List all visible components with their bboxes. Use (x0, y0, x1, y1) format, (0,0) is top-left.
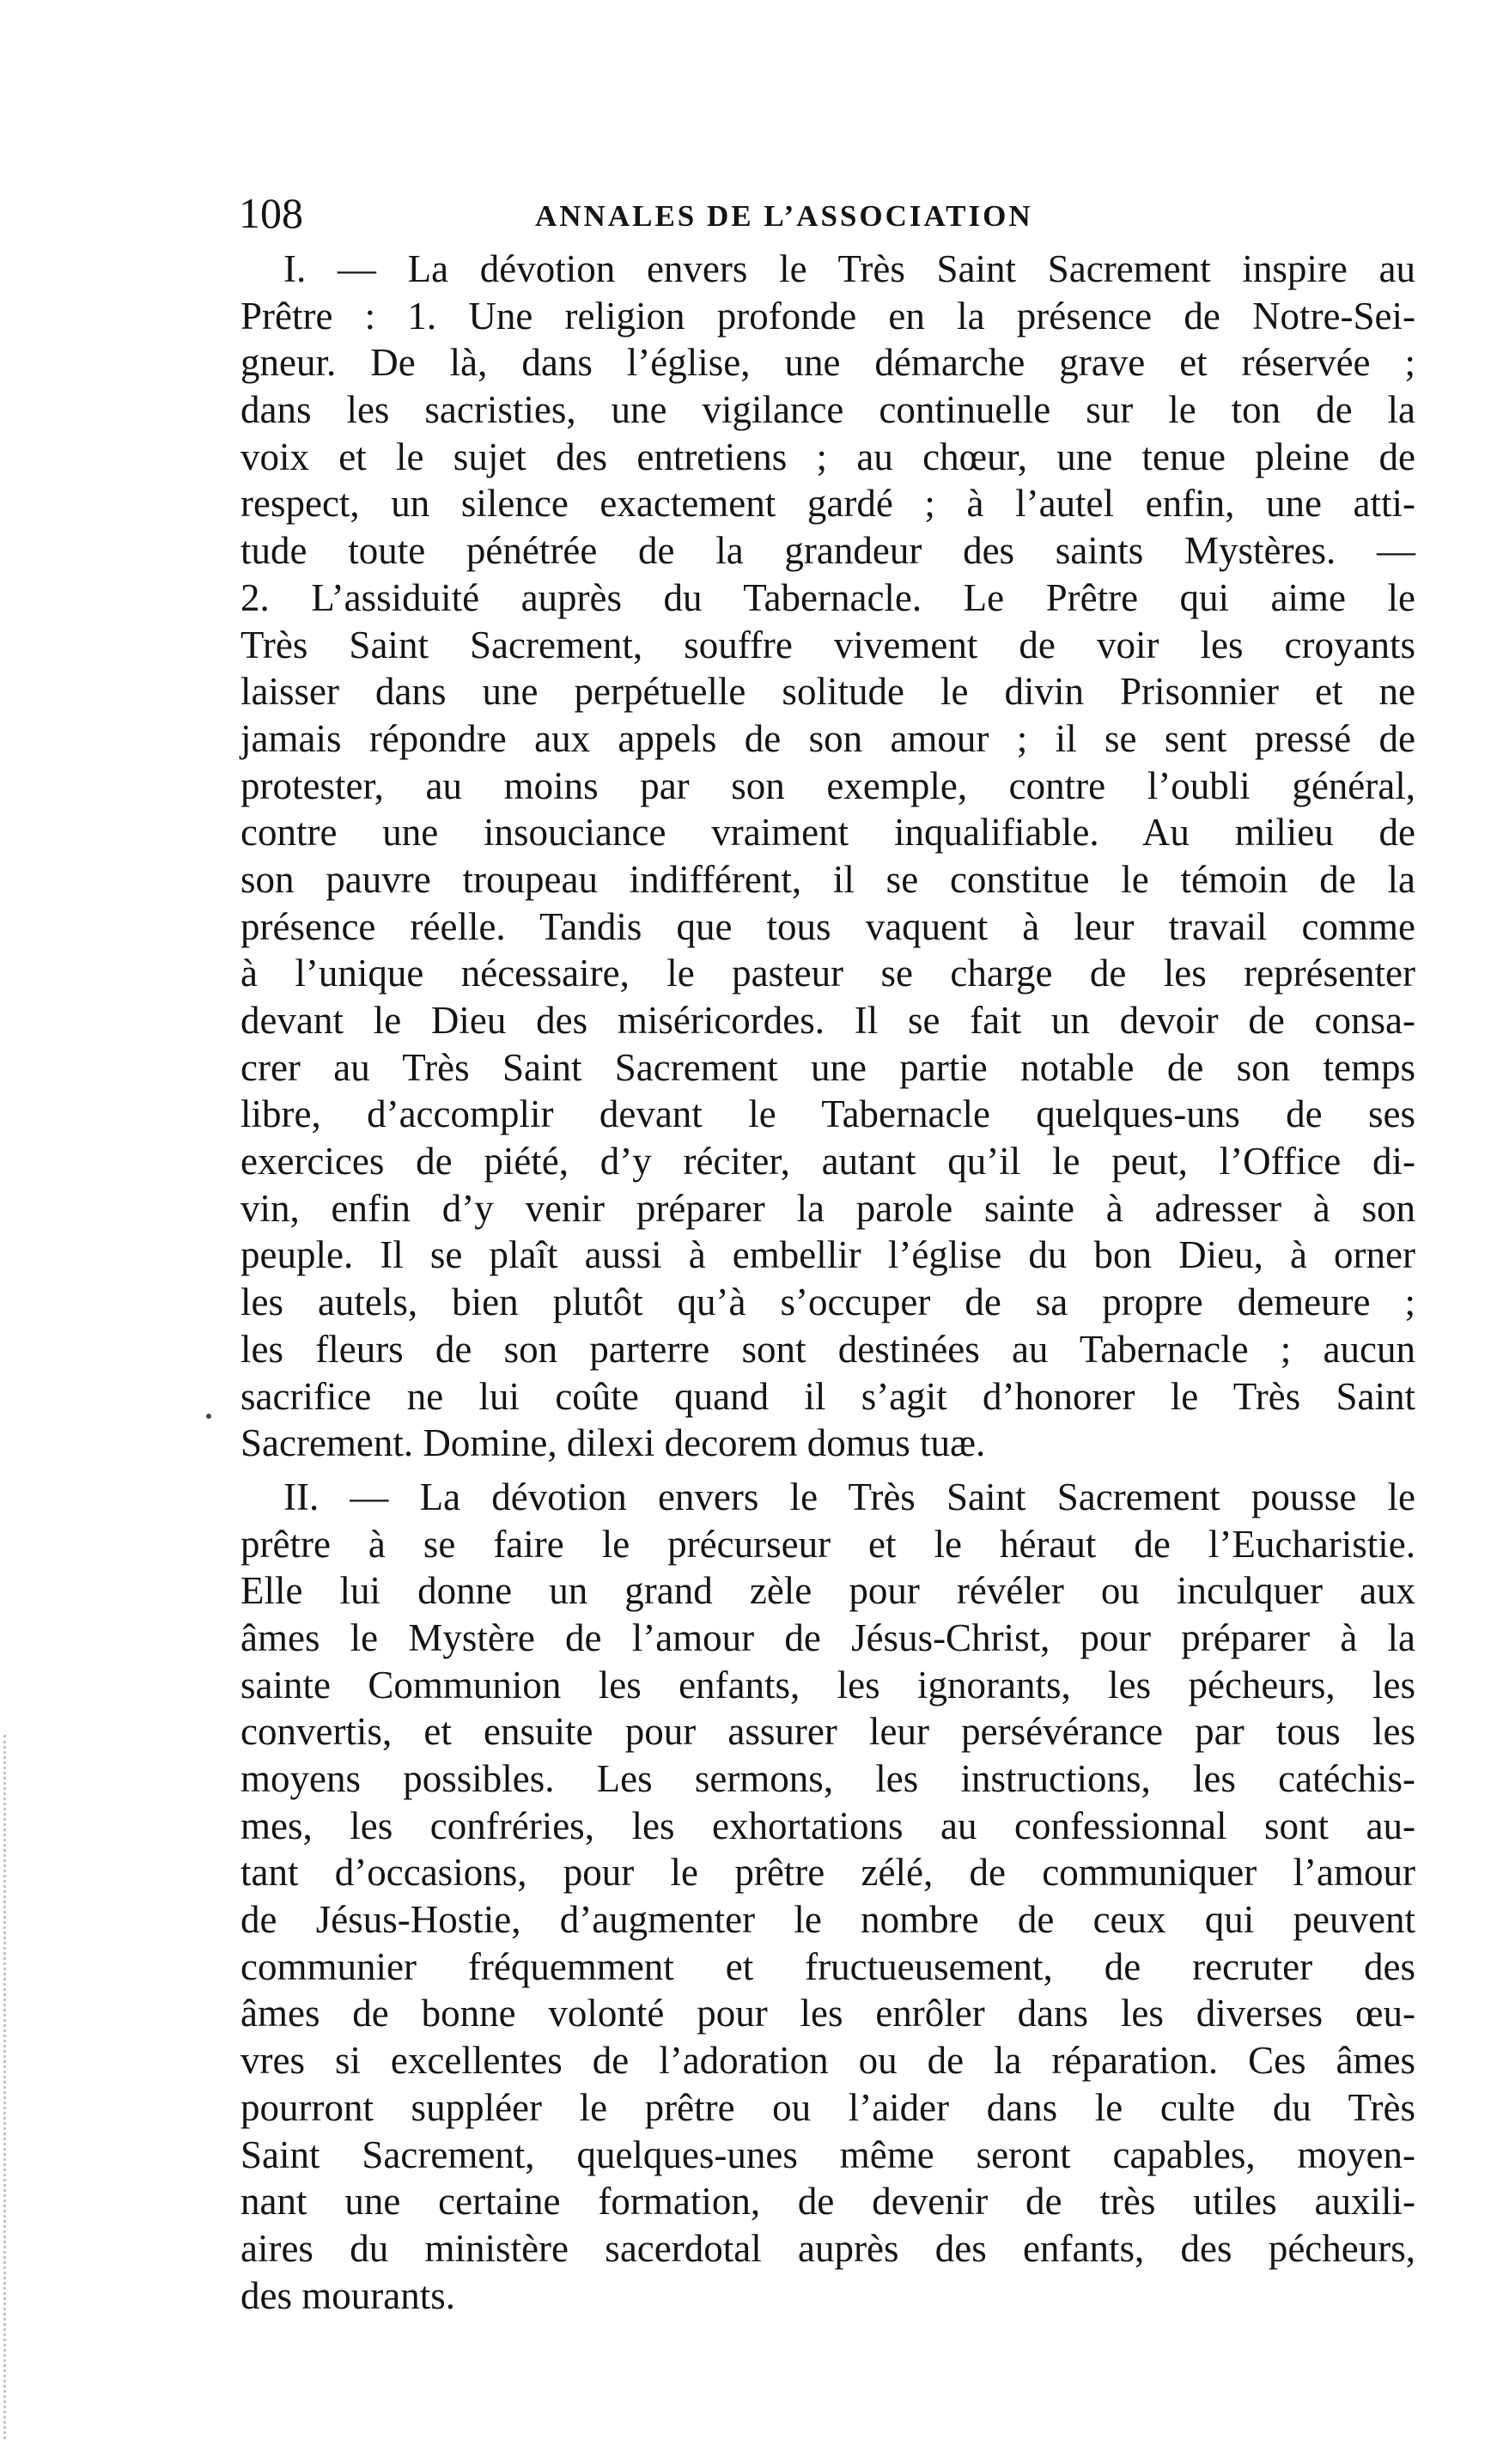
text-line: contre une insouciance vraiment inqualifiable. Au milieu de (240, 811, 1415, 855)
text-line: pourront suppléer le prêtre ou l’aider dans le culte du Très (240, 2085, 1415, 2129)
text-line: sacrifice ne lui coûte quand il s’agit d’honorer le Très Saint (240, 1374, 1415, 1418)
text-line: à l’unique nécessaire, le pasteur se charge de les représenter (240, 952, 1415, 995)
text-line: aires du ministère sacerdotal auprès des enfants, des pécheurs, (240, 2226, 1415, 2270)
text-line: son pauvre troupeau indifférent, il se constitue le témoin de la (240, 857, 1415, 901)
text-line: laisser dans une perpétuelle solitude le divin Prisonnier et ne (240, 670, 1415, 714)
text-line: Elle lui donne un grand zèle pour révéler ou inculquer aux (240, 1569, 1415, 1613)
text-line: nant une certaine formation, de devenir de très utiles auxili- (240, 2180, 1415, 2224)
text-line: voix et le sujet des entretiens ; au chœur, une tenue pleine de (240, 435, 1415, 478)
text-line: Prêtre : 1. Une religion profonde en la présence de Notre-Sei- (240, 294, 1415, 338)
text-line: libre, d’accomplir devant le Tabernacle quelques-uns de ses (240, 1092, 1415, 1136)
scan-speck (206, 1414, 211, 1419)
text-line: 2. L’assiduité auprès du Tabernacle. Le Prêtre qui aime le (240, 575, 1415, 619)
body-text (240, 246, 1415, 2319)
text-line: prêtre à se faire le précurseur et le héraut de l’Eucharistie. (240, 1522, 1415, 1566)
scan-margin-marks (3, 1735, 18, 2439)
text-line: de Jésus-Hostie, d’augmenter le nombre de ceux qui peuvent (240, 1898, 1415, 1942)
text-line: tude toute pénétrée de la grandeur des saints Mystères. — (240, 529, 1415, 573)
text-line: Saint Sacrement, quelques-unes même seront capables, moyen- (240, 2132, 1415, 2176)
text-line: moyens possibles. Les sermons, les instructions, les catéchis- (240, 1757, 1415, 1800)
text-line: présence réelle. Tandis que tous vaquent à leur travail comme (240, 904, 1415, 948)
text-line: II. — La dévotion envers le Très Saint Sacrement pousse le (283, 1475, 1415, 1518)
text-line: communier fréquemment et fructueusement, de recruter des (240, 1944, 1415, 1988)
text-line: convertis, et ensuite pour assurer leur persévérance par tous les (240, 1710, 1415, 1754)
text-line: gneur. De là, dans l’église, une démarche grave et réservée ; (240, 341, 1415, 385)
text-line: jamais répondre aux appels de son amour ; il se sent pressé de (240, 716, 1415, 760)
page-number: 108 (239, 189, 303, 237)
text-line: âmes le Mystère de l’amour de Jésus-Christ, pour préparer à la (240, 1615, 1415, 1659)
text-line: des mourants. (240, 2273, 455, 2317)
text-line: devant le Dieu des miséricordes. Il se fait un devoir de consa- (240, 999, 1415, 1042)
text-line: les autels, bien plutôt qu’à s’occuper de sa propre demeure ; (240, 1281, 1415, 1324)
text-line: mes, les confréries, les exhortations au confessionnal sont au- (240, 1804, 1415, 1847)
text-line: Sacrement. Domine, dilexi decorem domus tuæ. (240, 1421, 986, 1465)
text-line: crer au Très Saint Sacrement une partie notable de son temps (240, 1045, 1415, 1089)
text-line: âmes de bonne volonté pour les enrôler dans les diverses œu- (240, 1992, 1415, 2035)
text-line: les fleurs de son parterre sont destinées au Tabernacle ; aucun (240, 1327, 1415, 1371)
text-line: tant d’occasions, pour le prêtre zélé, de communiquer l’amour (240, 1851, 1415, 1895)
running-title: ANNALES DE L’ASSOCIATION (535, 199, 1033, 233)
text-line: vres si excellentes de l’adoration ou de la réparation. Ces âmes (240, 2039, 1415, 2083)
text-line: Très Saint Sacrement, souffre vivement de voir les croyants (240, 623, 1415, 666)
text-line: vin, enfin d’y venir préparer la parole sainte à adresser à son (240, 1186, 1415, 1230)
text-line: sainte Communion les enfants, les ignorants, les pécheurs, les (240, 1663, 1415, 1707)
running-head (239, 187, 1417, 239)
text-line: exercices de piété, d’y réciter, autant qu’il le peut, l’Office di- (240, 1140, 1415, 1183)
text-line: respect, un silence exactement gardé ; à l’autel enfin, une atti- (240, 482, 1415, 526)
text-line: protester, au moins par son exemple, contre l’oubli général, (240, 764, 1415, 807)
text-line: I. — La dévotion envers le Très Saint Sacrement inspire au (283, 247, 1415, 290)
text-line: peuple. Il se plaît aussi à embellir l’église du bon Dieu, à orner (240, 1233, 1415, 1277)
text-line: dans les sacristies, une vigilance continuelle sur le ton de la (240, 388, 1415, 432)
